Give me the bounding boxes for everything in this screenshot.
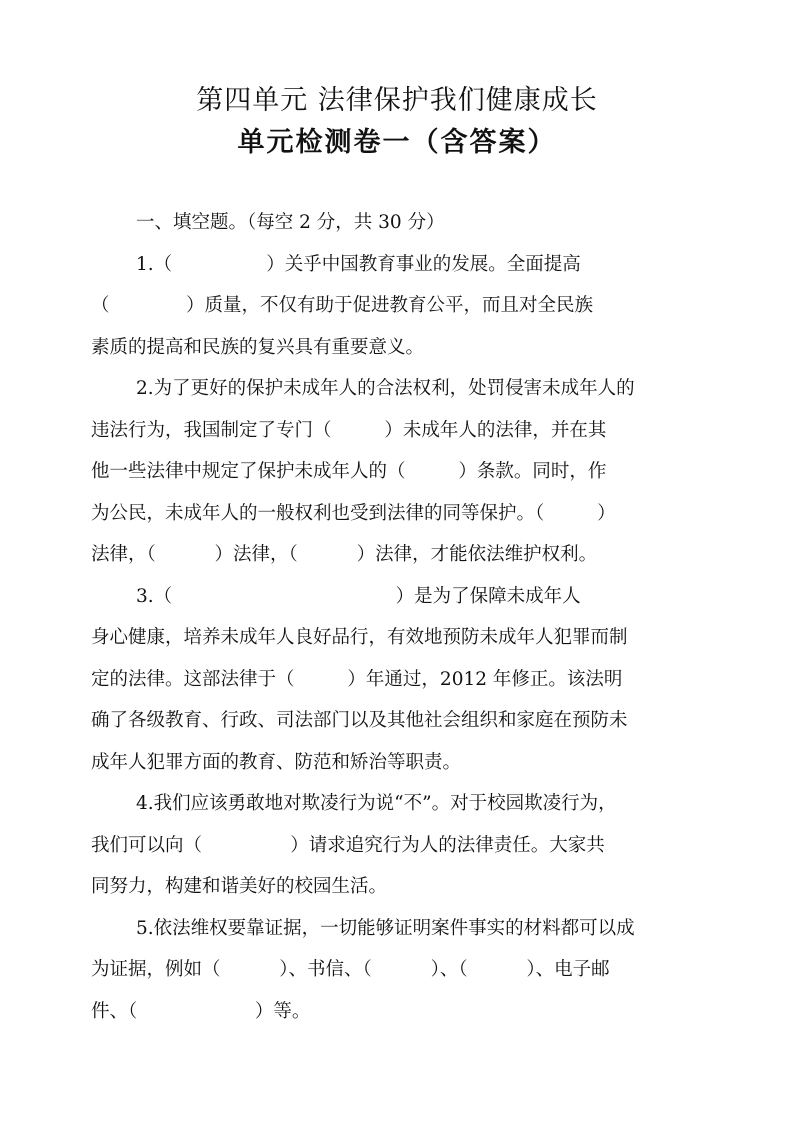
question-1-line-3: 素质的提高和民族的复兴具有重要意义。 (91, 336, 425, 358)
question-3-line-5: 成年人犯罪方面的教育、防范和矫治等职责。 (91, 751, 462, 773)
question-3-line-1: 3.（ ）是为了保障未成年人 (136, 585, 581, 607)
question-4-line-1: 4.我们应该勇敢地对欺凌行为说“不”。对于校园欺凌行为， (136, 793, 617, 814)
question-4-line-2: 我们可以向（ ）请求追究行为人的法律责任。大家共 (91, 834, 605, 856)
question-2-line-2: 违法行为，我国制定了专门（ ）未成年人的法律，并在其 (91, 419, 607, 441)
question-2-line-3: 他一些法律中规定了保护未成年人的（ ）条款。同时，作 (91, 461, 607, 482)
question-body (91, 202, 707, 1032)
page-subtitle: 单元检测卷一（含答案） (237, 127, 557, 158)
question-1-line-2: （ ）质量，不仅有助于促进教育公平，而且对全民族 (91, 295, 593, 316)
question-3-line-2: 身心健康，培养未成年人良好品行，有效地预防未成年人犯罪而制 (91, 627, 628, 648)
page-title: 第四单元 法律保护我们健康成长 (196, 85, 598, 116)
question-2-line-4: 为公民，未成年人的一般权利也受到法律的同等保护。（ ） (91, 502, 616, 524)
question-5-line-1: 5.依法维权要靠证据，一切能够证明案件事实的材料都可以成 (136, 917, 635, 939)
section-heading: 一、填空题。（每空 2 分，共 30 分） (136, 212, 445, 233)
question-2-line-1: 2.为了更好的保护未成年人的合法权利，处罚侵害未成年人的 (136, 378, 635, 399)
question-2-line-5: 法律，（ ）法律，（ ）法律，才能依法维护权利。 (91, 544, 598, 565)
question-3-line-4: 确了各级教育、行政、司法部门以及其他社会组织和家庭在预防未 (91, 710, 628, 731)
question-5-line-2: 为证据，例如（ ）、书信、（ ）、（ ）、电子邮 (91, 959, 610, 980)
question-3-line-3: 定的法律。这部法律于（ ）年通过，2012 年修正。该法明 (91, 668, 623, 690)
question-5-line-3: 件、（ ）等。 (91, 1000, 311, 1022)
question-1-line-1: 1.（ ）关乎中国教育事业的发展。全面提高 (136, 253, 581, 275)
question-4-line-3: 同努力，构建和谐美好的校园生活。 (91, 876, 388, 897)
